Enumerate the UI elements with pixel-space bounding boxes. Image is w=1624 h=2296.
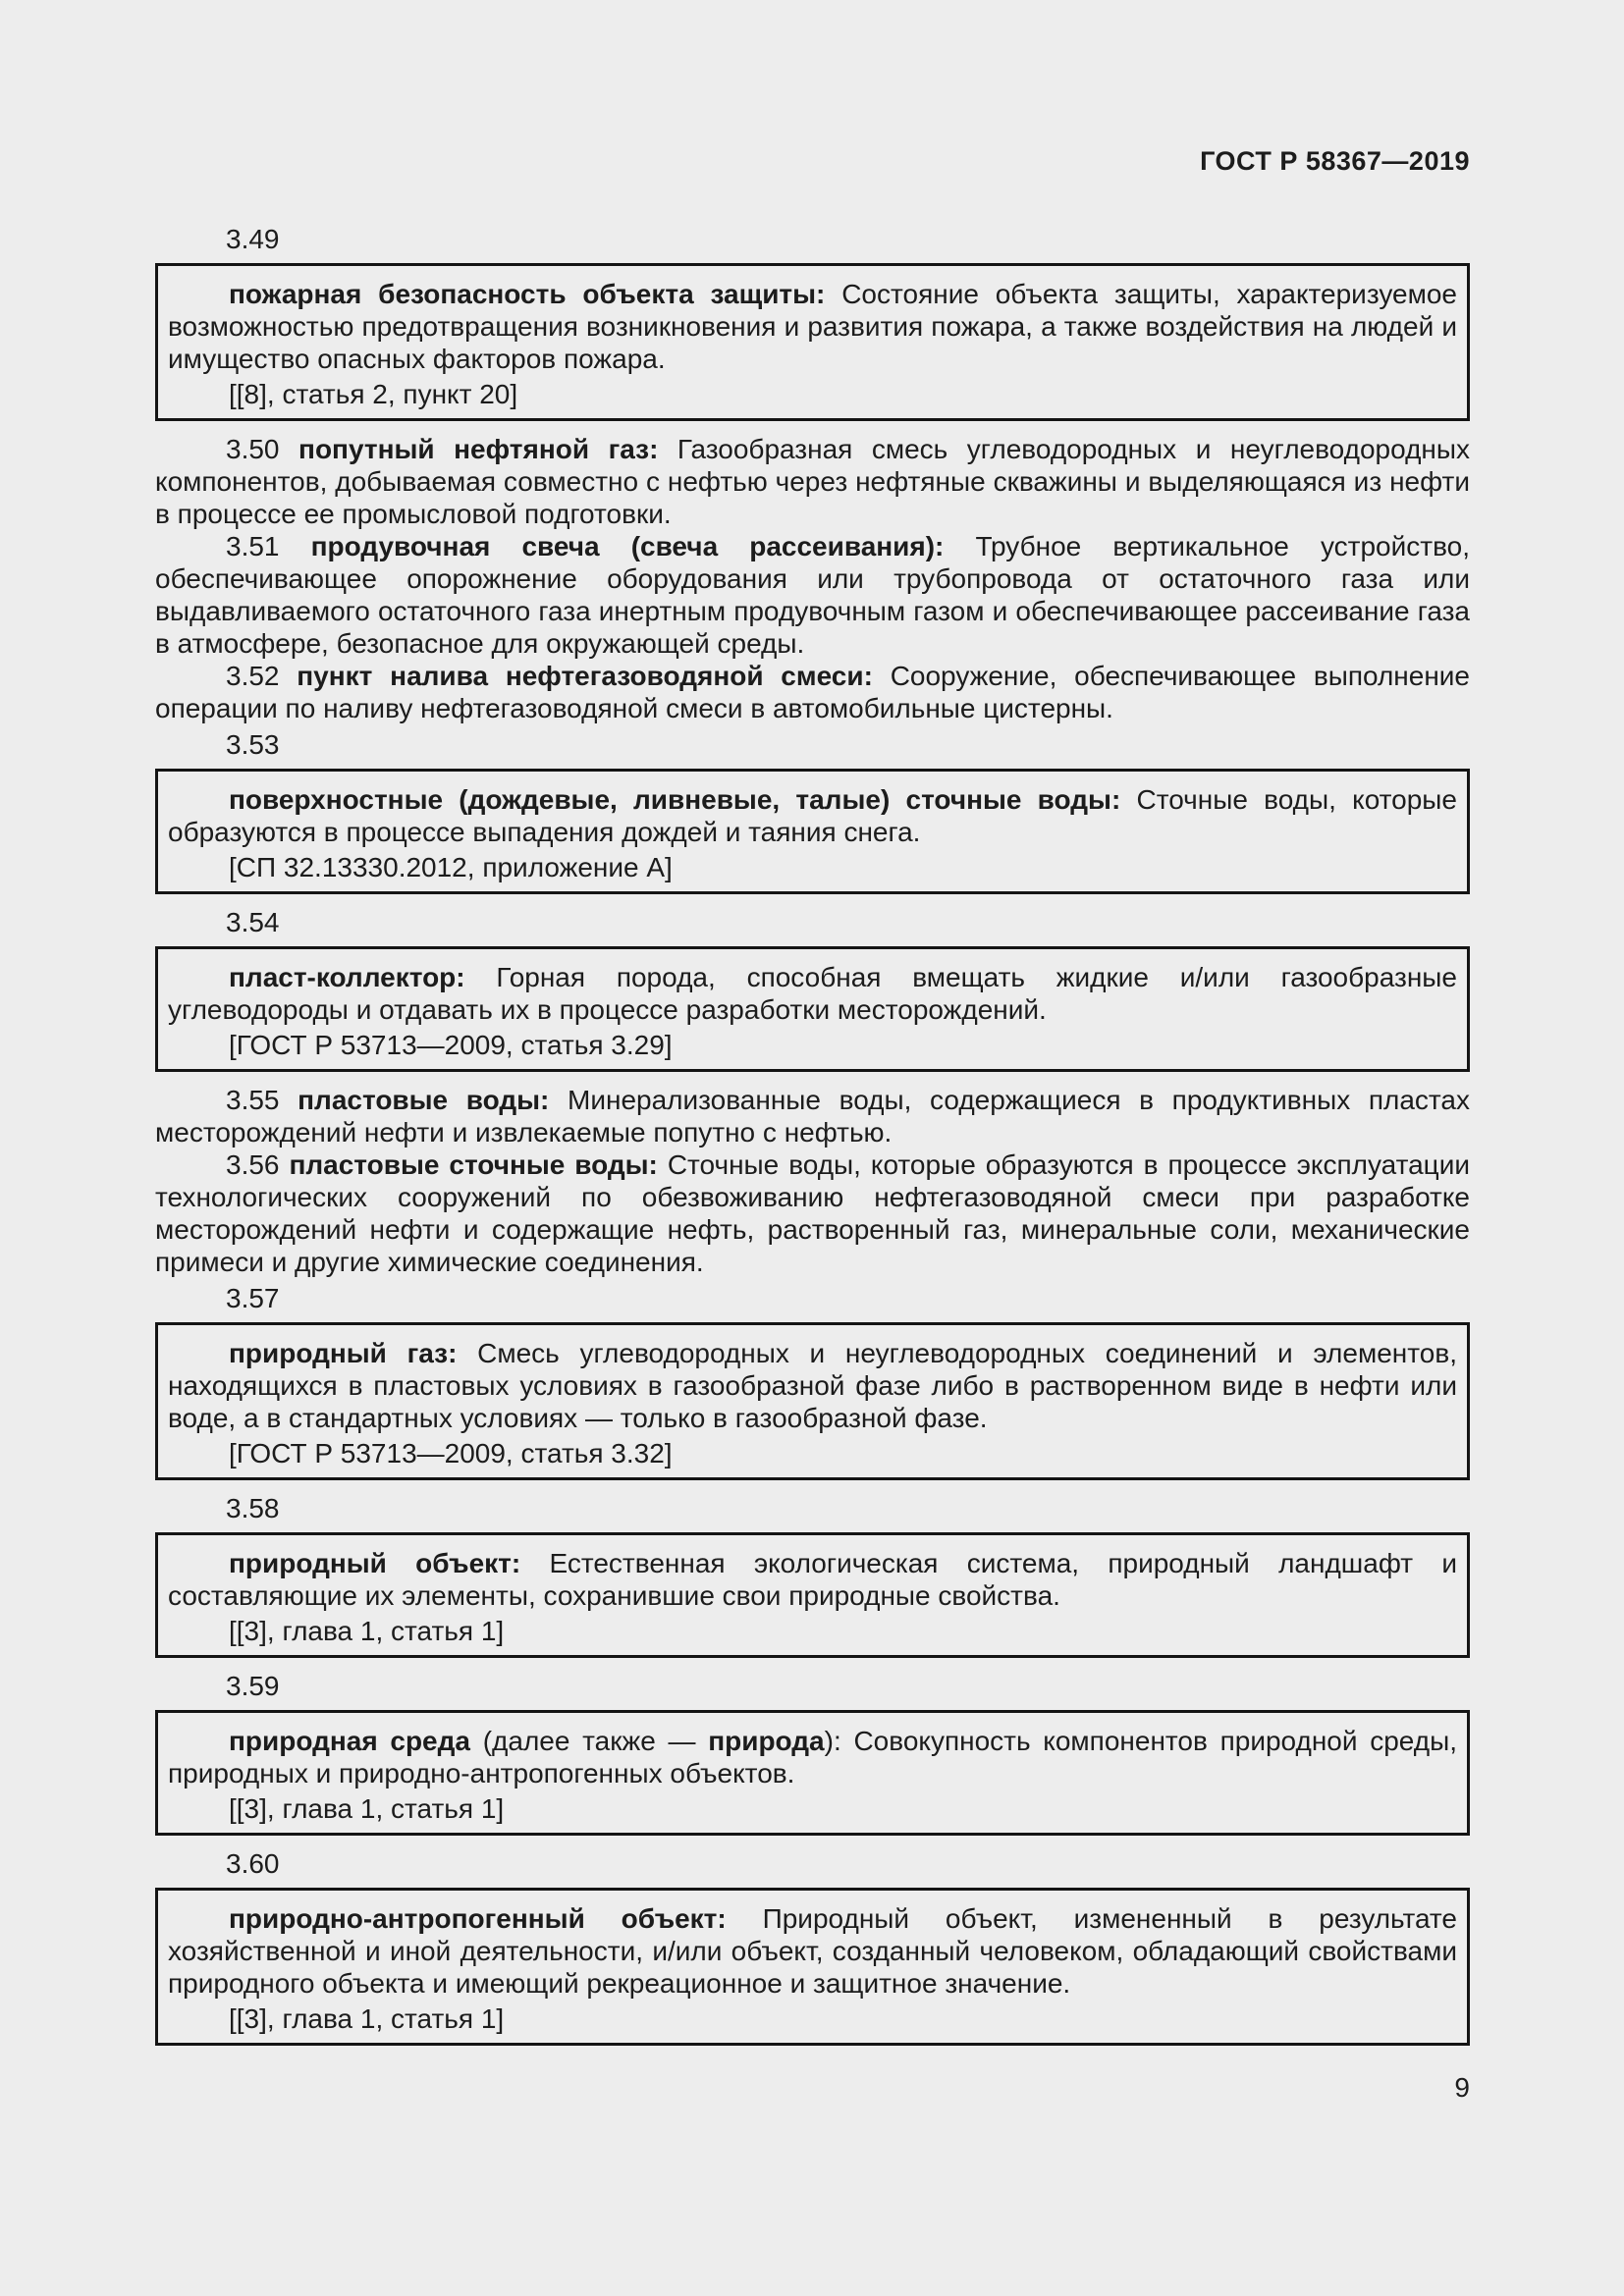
definition-box [155,1322,1470,1480]
text-run: ): Совокупность компонентов природной среды, природных и природно-антропогенных объектов. [168,1726,1457,1789]
term-text-run: пункт налива нефтегазоводяной смеси: [297,661,873,691]
term-text-run: пластовые сточные воды: [289,1149,658,1180]
text-run: 3.52 [226,661,298,691]
text-run: 3.56 [226,1149,290,1180]
text-run: Состояние объекта защиты, характеризуемое возможностью предотвращения возникновения и развития пожара, а также воздействия на людей и имущество опасных факторов пожара. [168,279,1457,374]
term-text-run: природный объект: [229,1548,521,1578]
definition-text [168,1547,1457,1612]
text-run: 3.51 [226,531,311,561]
text-run: 3.55 [226,1085,298,1115]
text-run: Естественная экологическая система, природный ландшафт и составляющие их элементы, сохранившие свои природные свойства. [168,1548,1457,1611]
term-number: 3.58 [226,1493,280,1523]
text-run: Природный объект, измененный в результате хозяйственной и иной деятельности, и/или объект, созданный человеком, обладающий свойствами природного объекта и имеющий рекреационное и защитное значение. [168,1903,1457,1999]
term-text-run: природная среда [229,1726,470,1756]
definition-box [155,769,1470,894]
definition-text [168,783,1457,848]
term-text-run: природно-антропогенный объект: [229,1903,727,1934]
term-number: 3.53 [226,729,280,760]
term-text-run: попутный нефтяной газ: [298,434,659,464]
term-text-run: пластовые воды: [298,1085,550,1115]
source-citation: [[3], глава 1, статья 1] [229,1616,505,1646]
definition-box [155,1888,1470,2046]
definition-text [168,278,1457,375]
text-run: Трубное вертикальное устройство, обеспечивающее опорожнение оборудования или трубопровода от остаточного газа или выдавливаемого остаточного газа инертным продувочным газом и обеспечивающее рассеивание газа в атмосфере, безопасное для окружающей среды. [155,531,1470,659]
definition-box [155,1710,1470,1836]
source-citation: [СП 32.13330.2012, приложение А] [229,852,673,882]
term-definition-paragraph [155,1148,1470,1278]
term-definition-paragraph [155,1084,1470,1148]
term-number: 3.54 [226,907,280,937]
source-citation: [[3], глава 1, статья 1] [229,2003,505,2034]
source-citation: [ГОСТ Р 53713—2009, статья 3.29] [229,1030,673,1060]
term-text-run: пожарная безопасность объекта защиты: [229,279,826,309]
term-number: 3.49 [226,224,280,254]
term-definition-paragraph [155,660,1470,724]
text-run: Минерализованные воды, содержащиеся в продуктивных пластах месторождений нефти и извлекаемые попутно с нефтью. [155,1085,1470,1148]
page-number: 9 [1454,2072,1470,2103]
source-citation: [[8], статья 2, пункт 20] [229,379,518,409]
term-text-run: продувочная свеча (свеча рассеивания): [310,531,945,561]
definition-text [168,1902,1457,2000]
source-citation: [ГОСТ Р 53713—2009, статья 3.32] [229,1438,673,1468]
text-run: (далее также — [469,1726,709,1756]
term-number: 3.60 [226,1848,280,1879]
text-run: Сточные воды, которые образуются в процессе эксплуатации технологических сооружений по обезвоживанию нефтегазоводяной смеси при разработке месторождений нефти и содержащие нефть, растворенный газ, минеральные соли, механические примеси и другие химические соединения. [155,1149,1470,1277]
definition-text [168,1725,1457,1789]
sections [155,223,1470,2046]
term-number: 3.57 [226,1283,280,1313]
term-text-run: природа [708,1726,825,1756]
definition-text [168,961,1457,1026]
definition-box [155,1532,1470,1658]
text-run: Сточные воды, которые образуются в процессе выпадения дождей и таяния снега. [168,784,1457,847]
term-definition-paragraph [155,530,1470,660]
term-definition-paragraph [155,433,1470,530]
definition-text [168,1337,1457,1434]
text-run: Сооружение, обеспечивающее выполнение операции по наливу нефтегазоводяной смеси в автомобильные цистерны. [155,661,1470,723]
text-run: Газообразная смесь углеводородных и неуглеводородных компонентов, добываемая совместно с нефтью через нефтяные скважины и выделяющаяся из нефти в процессе ее промысловой подготовки. [155,434,1470,529]
definition-box [155,946,1470,1072]
text-run: 3.50 [226,434,299,464]
definition-box [155,263,1470,421]
term-number: 3.59 [226,1671,280,1701]
text-run: Горная порода, способная вмещать жидкие и/или газообразные углеводороды и отдавать их в процессе разработки месторождений. [168,962,1457,1025]
term-text-run: поверхностные (дождевые, ливневые, талые) сточные воды: [229,784,1121,815]
text-run: Смесь углеводородных и неуглеводородных соединений и элементов, находящихся в пластовых условиях в газообразной фазе либо в растворенном виде в нефти или воде, а в стандартных условиях — только в газообразной фазе. [168,1338,1457,1433]
term-text-run: природный газ: [229,1338,458,1368]
page-content [155,145,1470,2057]
term-text-run: пласт-коллектор: [229,962,465,992]
doc-code-header: ГОСТ Р 58367—2019 [1200,146,1470,176]
source-citation: [[3], глава 1, статья 1] [229,1793,505,1824]
